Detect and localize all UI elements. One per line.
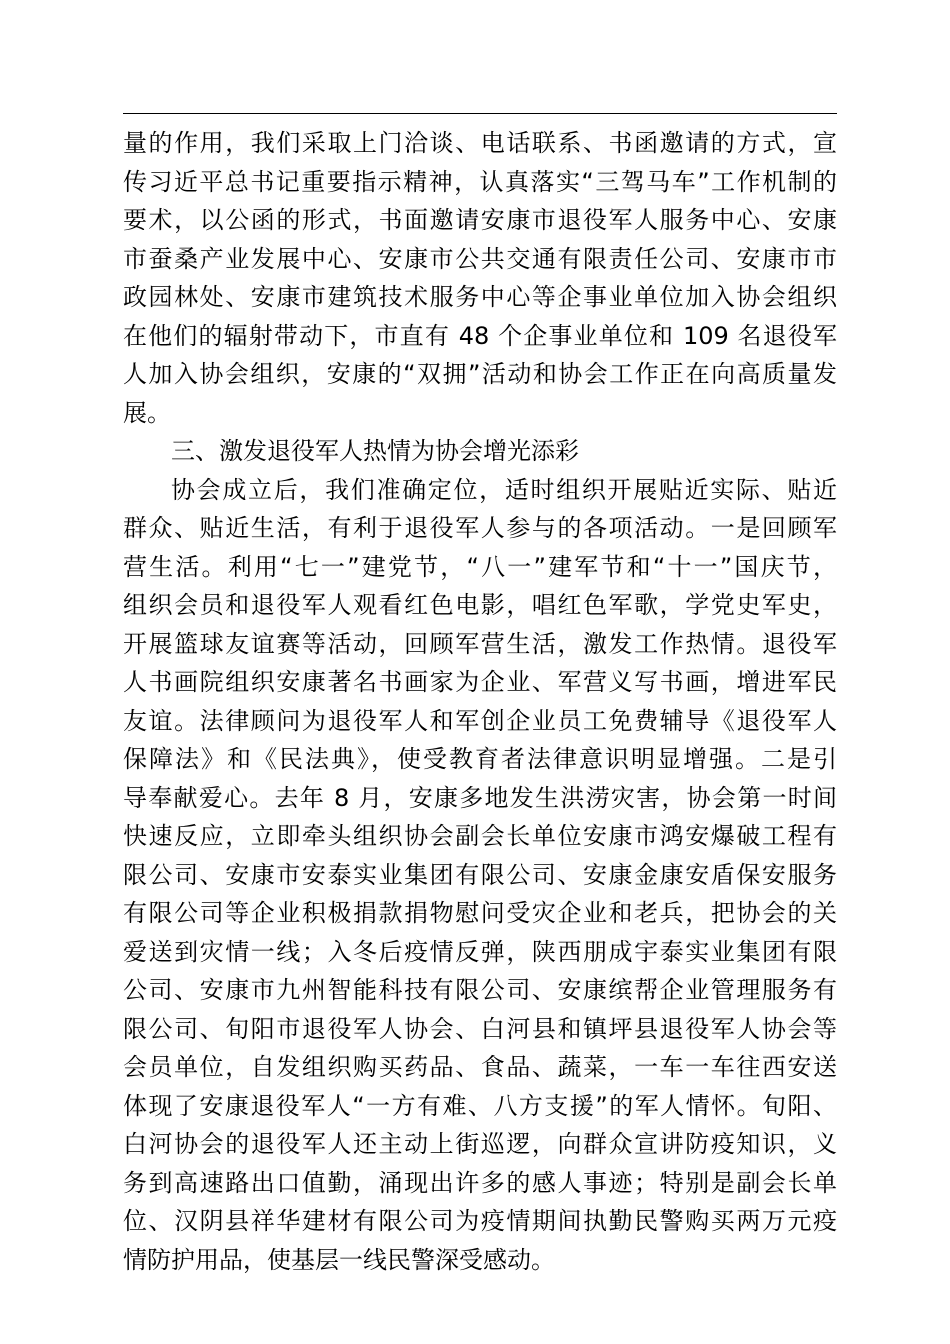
- paragraph-line: 公司、安康市九州智能科技有限公司、安康缤帮企业管理服务有: [123, 976, 837, 1004]
- paragraph-line: 友谊。法律顾问为退役军人和军创企业员工免费辅导《退役军人: [123, 706, 837, 735]
- paragraph-line: 群众、贴近生活，有利于退役军人参与的各项活动。一是回顾军: [123, 514, 837, 542]
- paragraph-line: 位、汉阴县祥华建材有限公司为疫情期间执勤民警购买两万元疫: [123, 1207, 837, 1235]
- paragraph-line: 情防护用品，使基层一线民警深受感动。: [123, 1245, 555, 1274]
- paragraph-1: [123, 124, 837, 432]
- paragraph-line: 市蚕桑产业发展中心、安康市公共交通有限责任公司、安康市市: [123, 244, 837, 273]
- paragraph-line: 务到高速路出口值勤，涌现出许多的感人事迹；特别是副会长单: [123, 1168, 837, 1197]
- paragraph-line: 会员单位，自发组织购买药品、食品、蔬菜，一车一车往西安送: [123, 1053, 837, 1081]
- paragraph-line: 协会成立后，我们准确定位，适时组织开展贴近实际、贴近: [171, 475, 837, 504]
- section-heading: 三、激发退役军人热情为协会增光添彩: [171, 437, 579, 465]
- paragraph-2: [123, 471, 837, 1280]
- paragraph-line: 导奉献爱心。去年 8 月，安康多地发生洪涝灾害，协会第一时间: [123, 783, 837, 812]
- paragraph-line: 人加入协会组织，安康的“双拥”活动和协会工作正在向高质量发: [123, 360, 837, 388]
- paragraph-line: 限公司、安康市安泰实业集团有限公司、安康金康安盾保安服务: [123, 860, 837, 889]
- paragraph-line: 政园林处、安康市建筑技术服务中心等企事业单位加入协会组织: [123, 283, 837, 311]
- paragraph-line: 人书画院组织安康著名书画家为企业、军营义写书画，增进军民: [123, 668, 837, 696]
- paragraph-line: 保障法》和《民法典》，使受教育者法律意识明显增强。二是引: [123, 745, 837, 773]
- header-rule: [123, 113, 837, 114]
- paragraph-line: 量的作用，我们采取上门洽谈、电话联系、书函邀请的方式，宣: [123, 129, 837, 157]
- paragraph-line: 传习近平总书记重要指示精神，认真落实“三驾马车”工作机制的: [123, 167, 837, 196]
- paragraph-line: 白河协会的退役军人还主动上街巡逻，向群众宣讲防疫知识，义: [123, 1130, 837, 1158]
- paragraph-line: 开展篮球友谊赛等活动，回顾军营生活，激发工作热情。退役军: [123, 629, 837, 658]
- body-text: [123, 124, 837, 1279]
- paragraph-line: 爱送到灾情一线；入冬后疫情反弹，陕西朋成宇泰实业集团有限: [123, 937, 837, 966]
- paragraph-line: 要术，以公函的形式，书面邀请安康市退役军人服务中心、安康: [123, 206, 837, 234]
- paragraph-line: 组织会员和退役军人观看红色电影，唱红色军歌，学党史军史，: [123, 591, 837, 619]
- paragraph-line: 在他们的辐射带动下，市直有 48 个企事业单位和 109 名退役军: [123, 321, 837, 350]
- paragraph-line: 营生活。利用“七一”建党节，“八一”建军节和“十一”国庆节，: [123, 552, 837, 581]
- paragraph-line: 展。: [123, 398, 171, 427]
- paragraph-line: 限公司、旬阳市退役军人协会、白河县和镇坪县退役军人协会等: [123, 1014, 837, 1043]
- paragraph-line: 有限公司等企业积极捐款捐物慰问受灾企业和老兵，把协会的关: [123, 899, 837, 927]
- paragraph-line: 体现了安康退役军人“一方有难、八方支援”的军人情怀。旬阳、: [123, 1091, 837, 1120]
- paragraph-line: 快速反应，立即牵头组织协会副会长单位安康市鸿安爆破工程有: [123, 822, 837, 850]
